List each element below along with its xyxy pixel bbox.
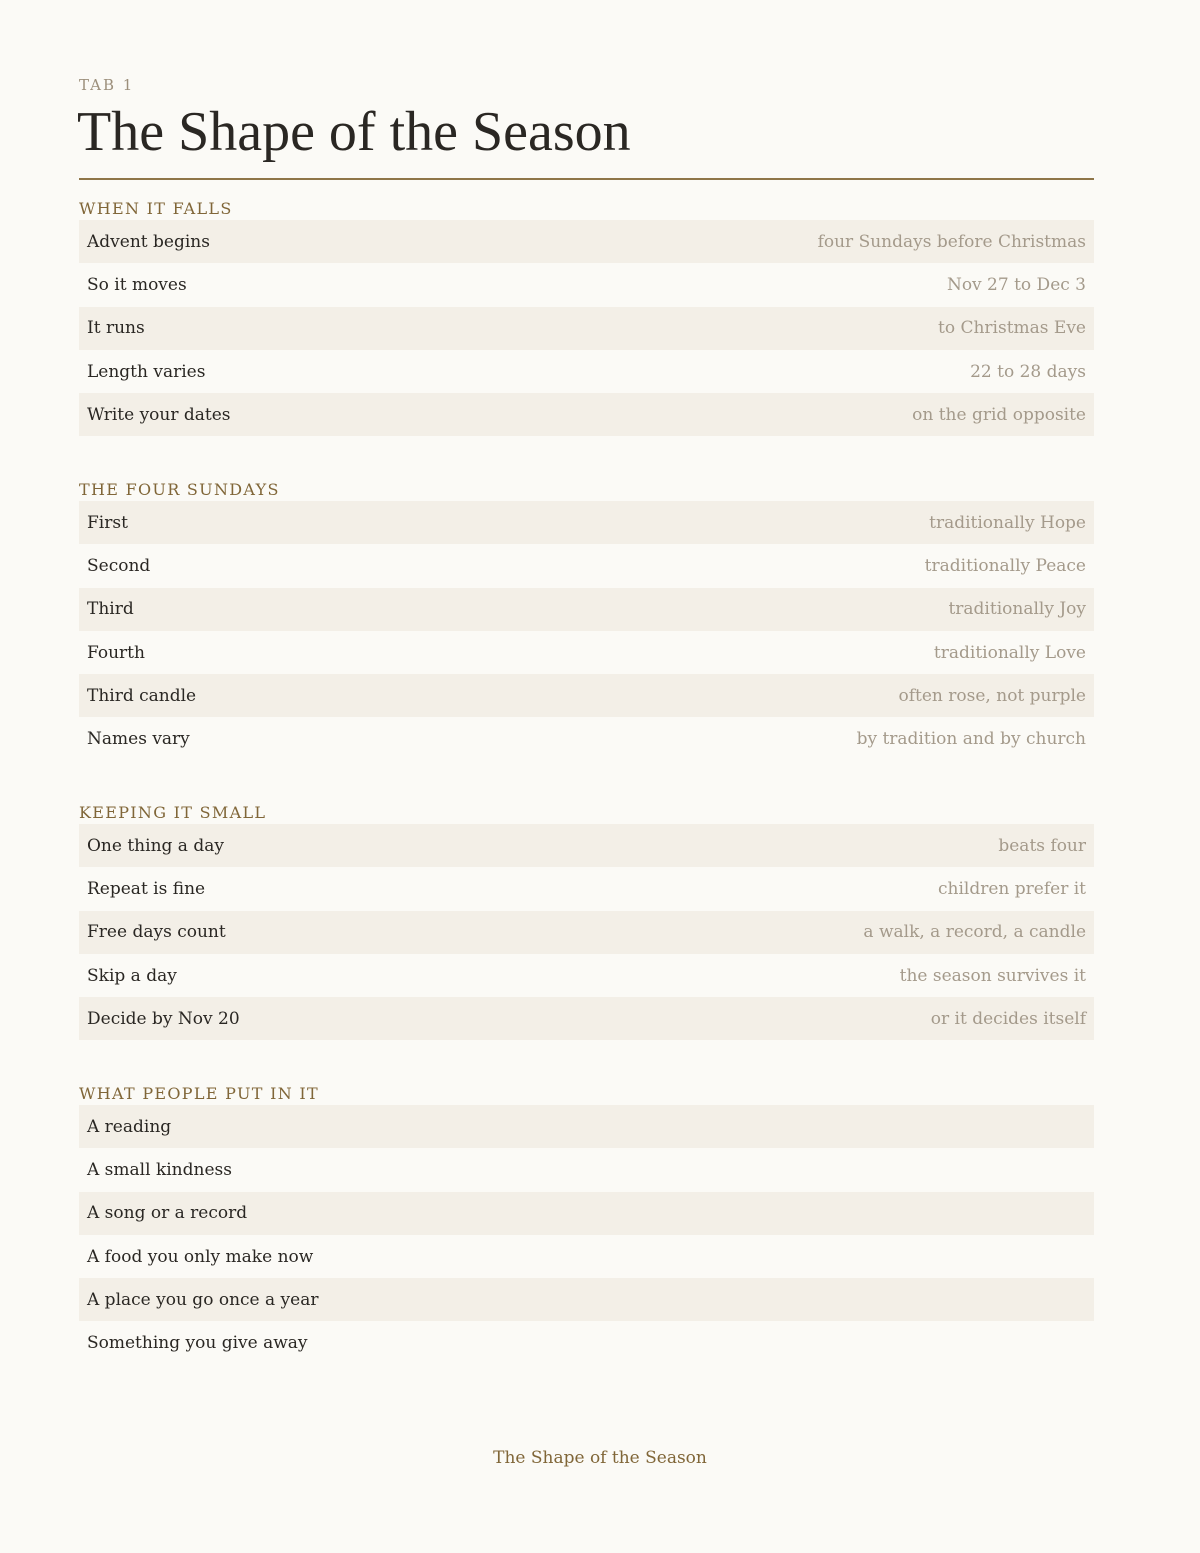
table-row: [79, 1192, 1094, 1235]
section-four-sundays: [79, 479, 1094, 761]
row-value: children prefer it: [938, 878, 1086, 899]
table-row: [79, 631, 1094, 674]
section-heading: KEEPING IT SMALL: [79, 803, 267, 822]
row-label: A food you only make now: [87, 1246, 314, 1267]
row-label: Free days count: [87, 922, 226, 943]
row-label: Repeat is fine: [87, 878, 206, 899]
section-heading: WHEN IT FALLS: [79, 199, 233, 218]
row-value: traditionally Joy: [948, 599, 1086, 620]
row-value: on the grid opposite: [912, 404, 1086, 425]
page-footer: The Shape of the Season: [493, 1448, 707, 1468]
row-value: by tradition and by church: [856, 729, 1086, 750]
table-row: [79, 544, 1094, 587]
row-label: Second: [87, 555, 151, 576]
row-label: One thing a day: [87, 835, 224, 856]
table-row: [79, 674, 1094, 717]
row-label: A place you go once a year: [87, 1289, 319, 1310]
row-value: often rose, not purple: [898, 685, 1086, 706]
table-row: [79, 1148, 1094, 1191]
table-row: [79, 824, 1094, 867]
section-rows: [79, 220, 1094, 436]
section-what-people-put-in-it: [79, 1083, 1094, 1365]
row-value: to Christmas Eve: [937, 318, 1086, 339]
section-when-it-falls: [79, 198, 1094, 436]
row-value: a walk, a record, a candle: [863, 922, 1086, 943]
row-value: the season survives it: [899, 965, 1086, 986]
row-label: It runs: [87, 318, 145, 339]
row-label: A song or a record: [87, 1203, 248, 1224]
row-label: First: [87, 512, 128, 533]
table-row: [79, 393, 1094, 436]
row-label: Fourth: [87, 642, 145, 663]
section-keeping-it-small: [79, 802, 1094, 1040]
row-value: traditionally Love: [933, 642, 1086, 663]
row-label: Third: [87, 599, 134, 620]
section-rows: [79, 1105, 1094, 1365]
row-value: traditionally Peace: [924, 555, 1086, 576]
row-value: 22 to 28 days: [970, 361, 1086, 382]
row-label: Skip a day: [87, 965, 177, 986]
table-row: [79, 588, 1094, 631]
row-value: traditionally Hope: [929, 512, 1086, 533]
title-divider: [79, 178, 1094, 180]
table-row: [79, 220, 1094, 263]
row-label: Write your dates: [87, 404, 231, 425]
row-label: Third candle: [87, 685, 197, 706]
tab-label: TAB 1: [79, 76, 135, 94]
section-heading: THE FOUR SUNDAYS: [79, 480, 280, 499]
table-row: [79, 1235, 1094, 1278]
table-row: [79, 997, 1094, 1040]
row-value: beats four: [998, 835, 1086, 856]
table-row: [79, 1105, 1094, 1148]
table-row: [79, 911, 1094, 954]
row-label: So it moves: [87, 274, 187, 295]
table-row: [79, 717, 1094, 760]
row-value: or it decides itself: [930, 1008, 1086, 1029]
row-label: Decide by Nov 20: [87, 1008, 240, 1029]
table-row: [79, 501, 1094, 544]
table-row: [79, 954, 1094, 997]
section-rows: [79, 501, 1094, 761]
table-row: [79, 1321, 1094, 1364]
table-row: [79, 1278, 1094, 1321]
table-row: [79, 263, 1094, 306]
section-heading: WHAT PEOPLE PUT IN IT: [79, 1084, 319, 1103]
row-value: four Sundays before Christmas: [817, 231, 1086, 252]
table-row: [79, 350, 1094, 393]
table-row: [79, 867, 1094, 910]
row-label: Names vary: [87, 729, 190, 750]
page-title: The Shape of the Season: [77, 101, 631, 163]
table-row: [79, 307, 1094, 350]
row-label: Length varies: [87, 361, 206, 382]
row-label: Something you give away: [87, 1333, 308, 1354]
row-label: Advent begins: [87, 231, 210, 252]
row-value: Nov 27 to Dec 3: [946, 274, 1086, 295]
row-label: A reading: [87, 1116, 172, 1137]
row-label: A small kindness: [87, 1159, 232, 1180]
section-rows: [79, 824, 1094, 1040]
